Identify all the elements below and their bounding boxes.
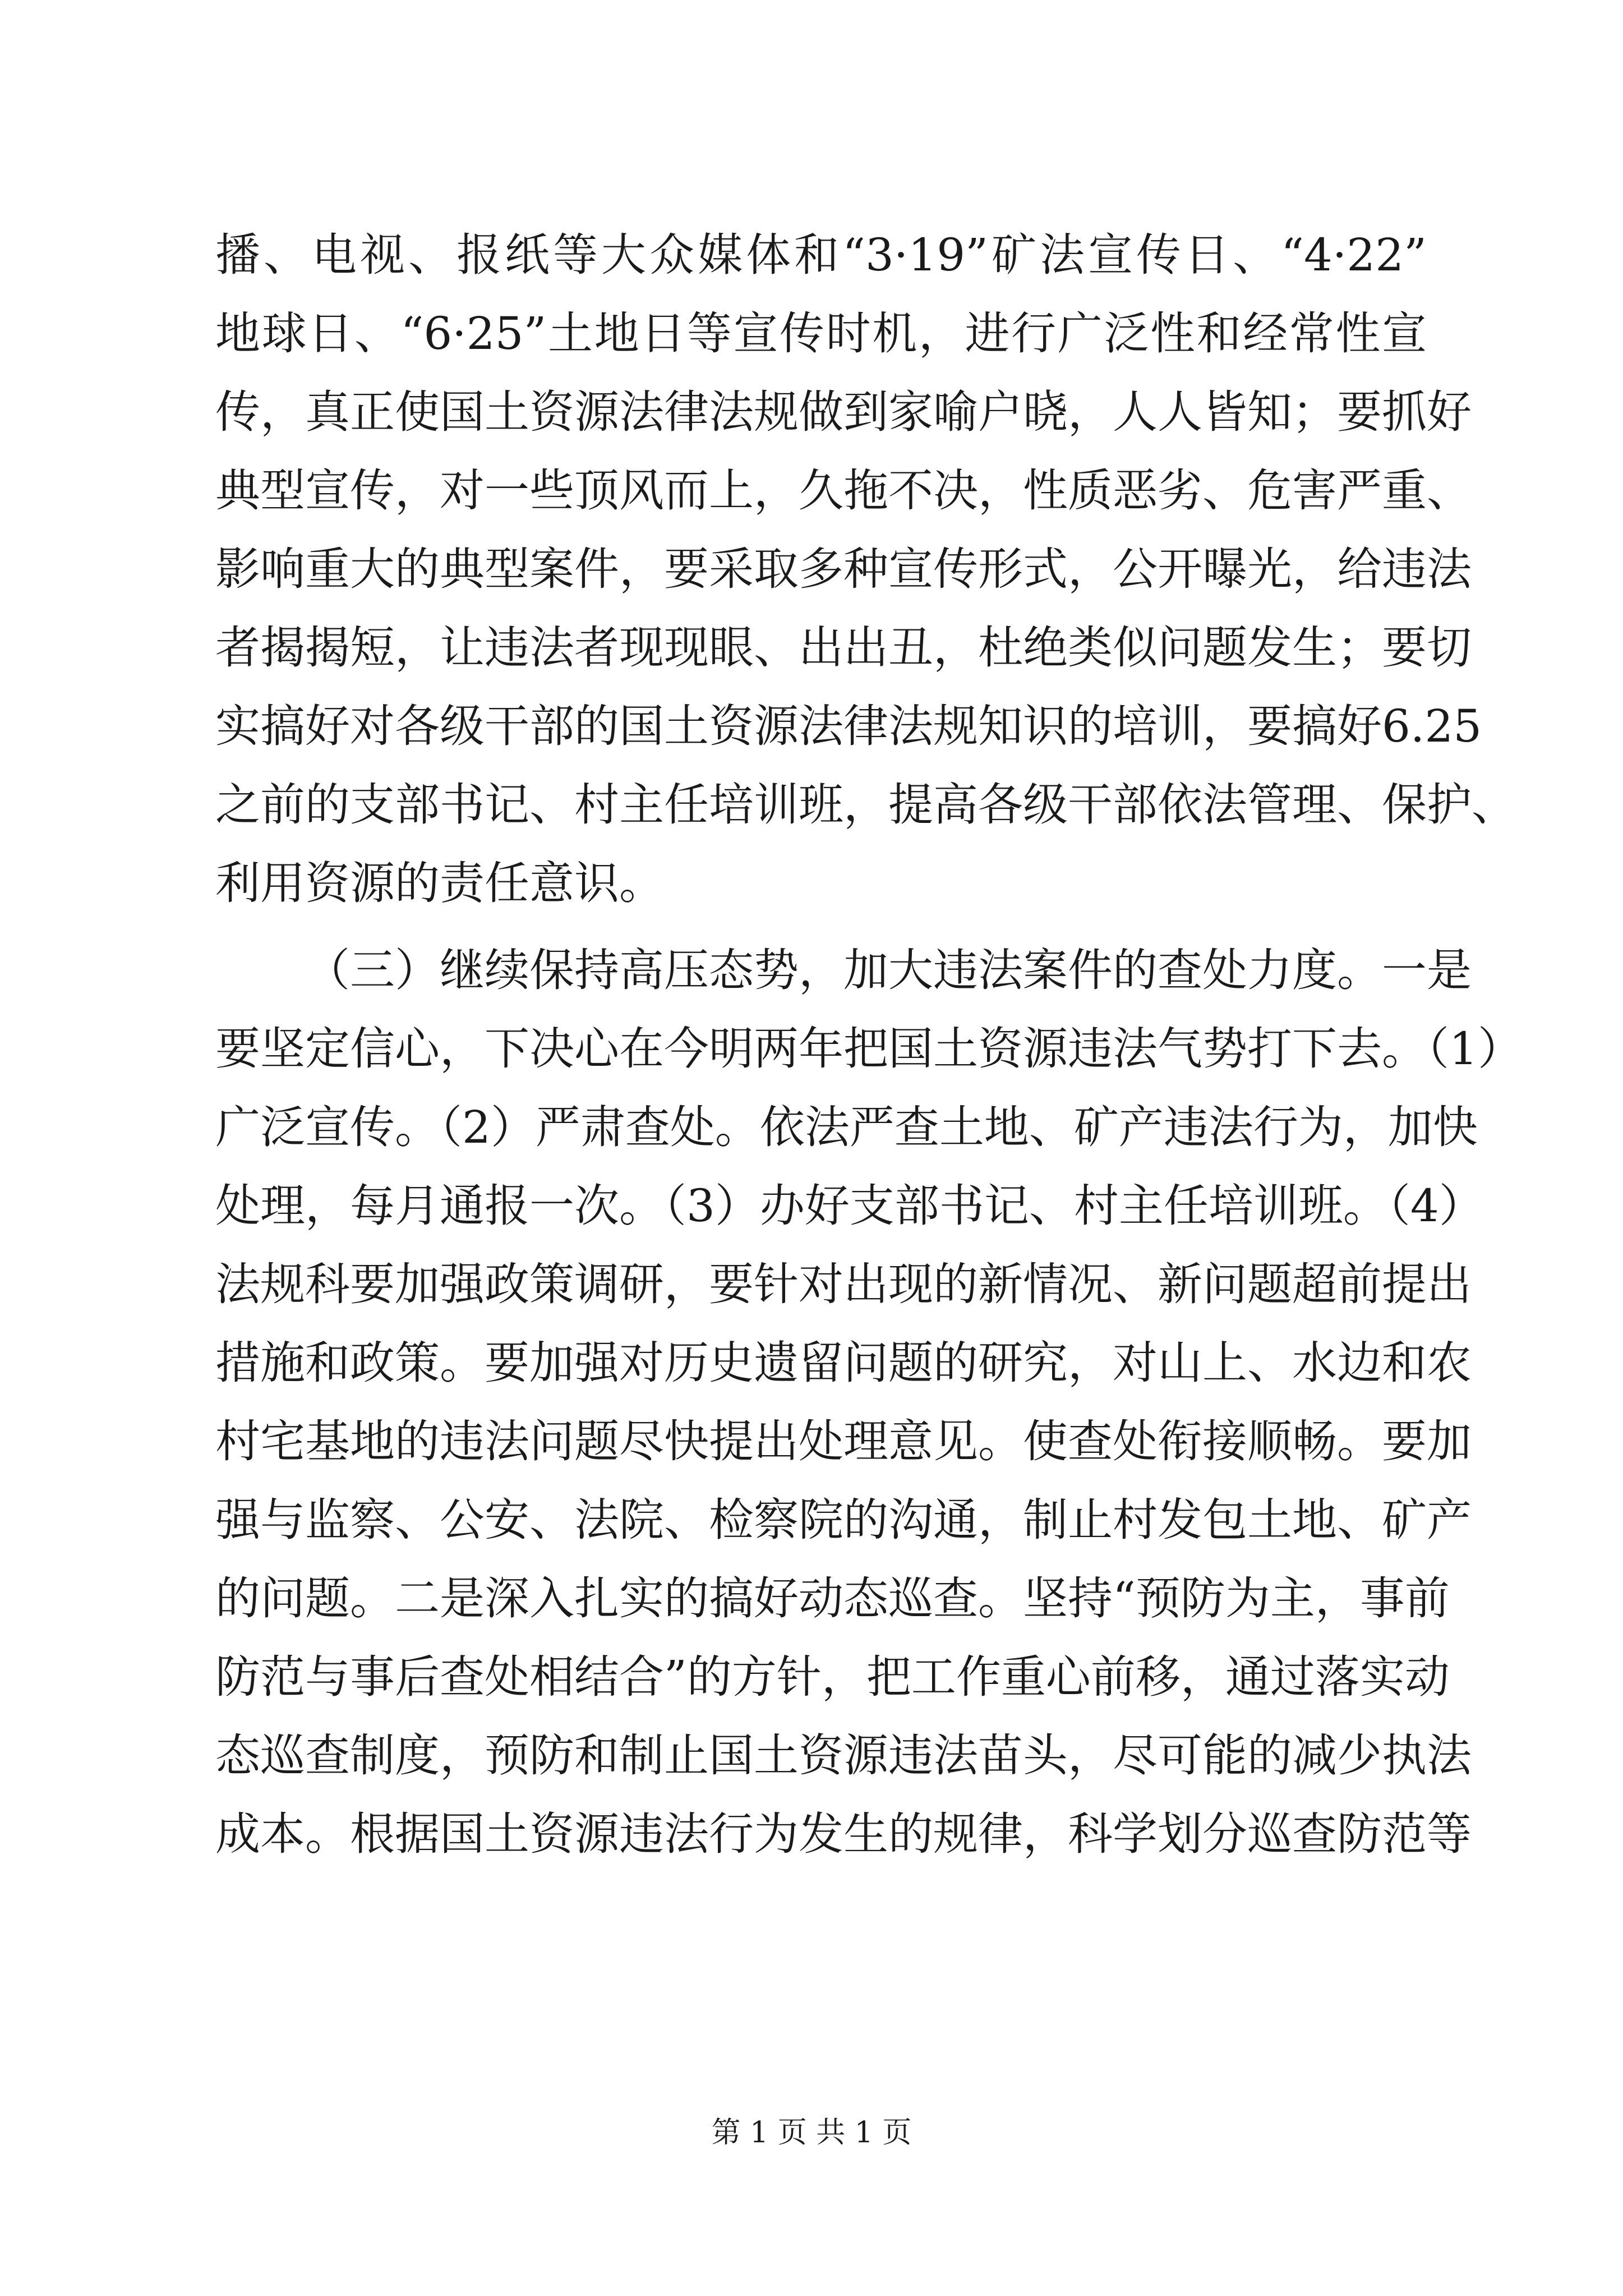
body-line: 广泛宣传。（2）严肃查处。依法严查土地、矿产违法行为，加快 — [215, 1101, 1478, 1153]
body-line: 成本。根据国土资源违法行为发生的规律，科学划分巡查防范等 — [215, 1808, 1472, 1860]
body-line: 典型宣传，对一些顶风而上，久拖不决，性质恶劣、危害严重、 — [215, 464, 1472, 517]
body-line: 强与监察、公安、法院、检察院的沟通，制止村发包土地、矿产 — [215, 1494, 1472, 1546]
body-line: 利用资源的责任意识。 — [215, 857, 664, 909]
body-line: 防范与事后查处相结合”的方针，把工作重心前移，通过落实动 — [215, 1651, 1450, 1703]
body-line: （三）继续保持高压态势，加大违法案件的查处力度。一是 — [305, 944, 1472, 996]
body-line: 者揭揭短，让违法者现现眼、出出丑，杜绝类似问题发生；要切 — [215, 622, 1472, 674]
body-line: 实搞好对各级干部的国土资源法律法规知识的培训，要搞好6.25 — [215, 700, 1482, 752]
body-line: 措施和政策。要加强对历史遗留问题的研究，对山上、水边和农 — [215, 1337, 1472, 1389]
page-footer: 第 1 页 共 1 页 — [711, 2116, 912, 2150]
body-line: 要坚定信心，下决心在今明两年把国土资源违法气势打下去。（1） — [215, 1023, 1523, 1075]
body-line: 村宅基地的违法问题尽快提出处理意见。使查处衔接顺畅。要加 — [215, 1415, 1472, 1467]
body-line: 法规科要加强政策调研，要针对出现的新情况、新问题超前提出 — [215, 1258, 1472, 1310]
body-line: 态巡查制度，预防和制止国土资源违法苗头，尽可能的减少执法 — [215, 1729, 1472, 1782]
body-line: 传，真正使国土资源法律法规做到家喻户晓，人人皆知；要抓好 — [215, 386, 1472, 438]
body-line: 处理，每月通报一次。（3）办好支部书记、村主任培训班。（4） — [215, 1180, 1484, 1232]
body-line: 地球日、“6·25”土地日等宣传时机，进行广泛性和经常性宣 — [215, 307, 1427, 360]
body-line: 的问题。二是深入扎实的搞好动态巡查。坚持“预防为主，事前 — [215, 1572, 1450, 1625]
body-line: 播、电视、报纸等大众媒体和“3·19”矿法宣传日、“4·22” — [215, 229, 1427, 281]
body-line: 之前的支部书记、村主任培训班，提高各级干部依法管理、保护、 — [215, 779, 1516, 831]
body-line: 影响重大的典型案件，要采取多种宣传形式，公开曝光，给违法 — [215, 543, 1472, 595]
